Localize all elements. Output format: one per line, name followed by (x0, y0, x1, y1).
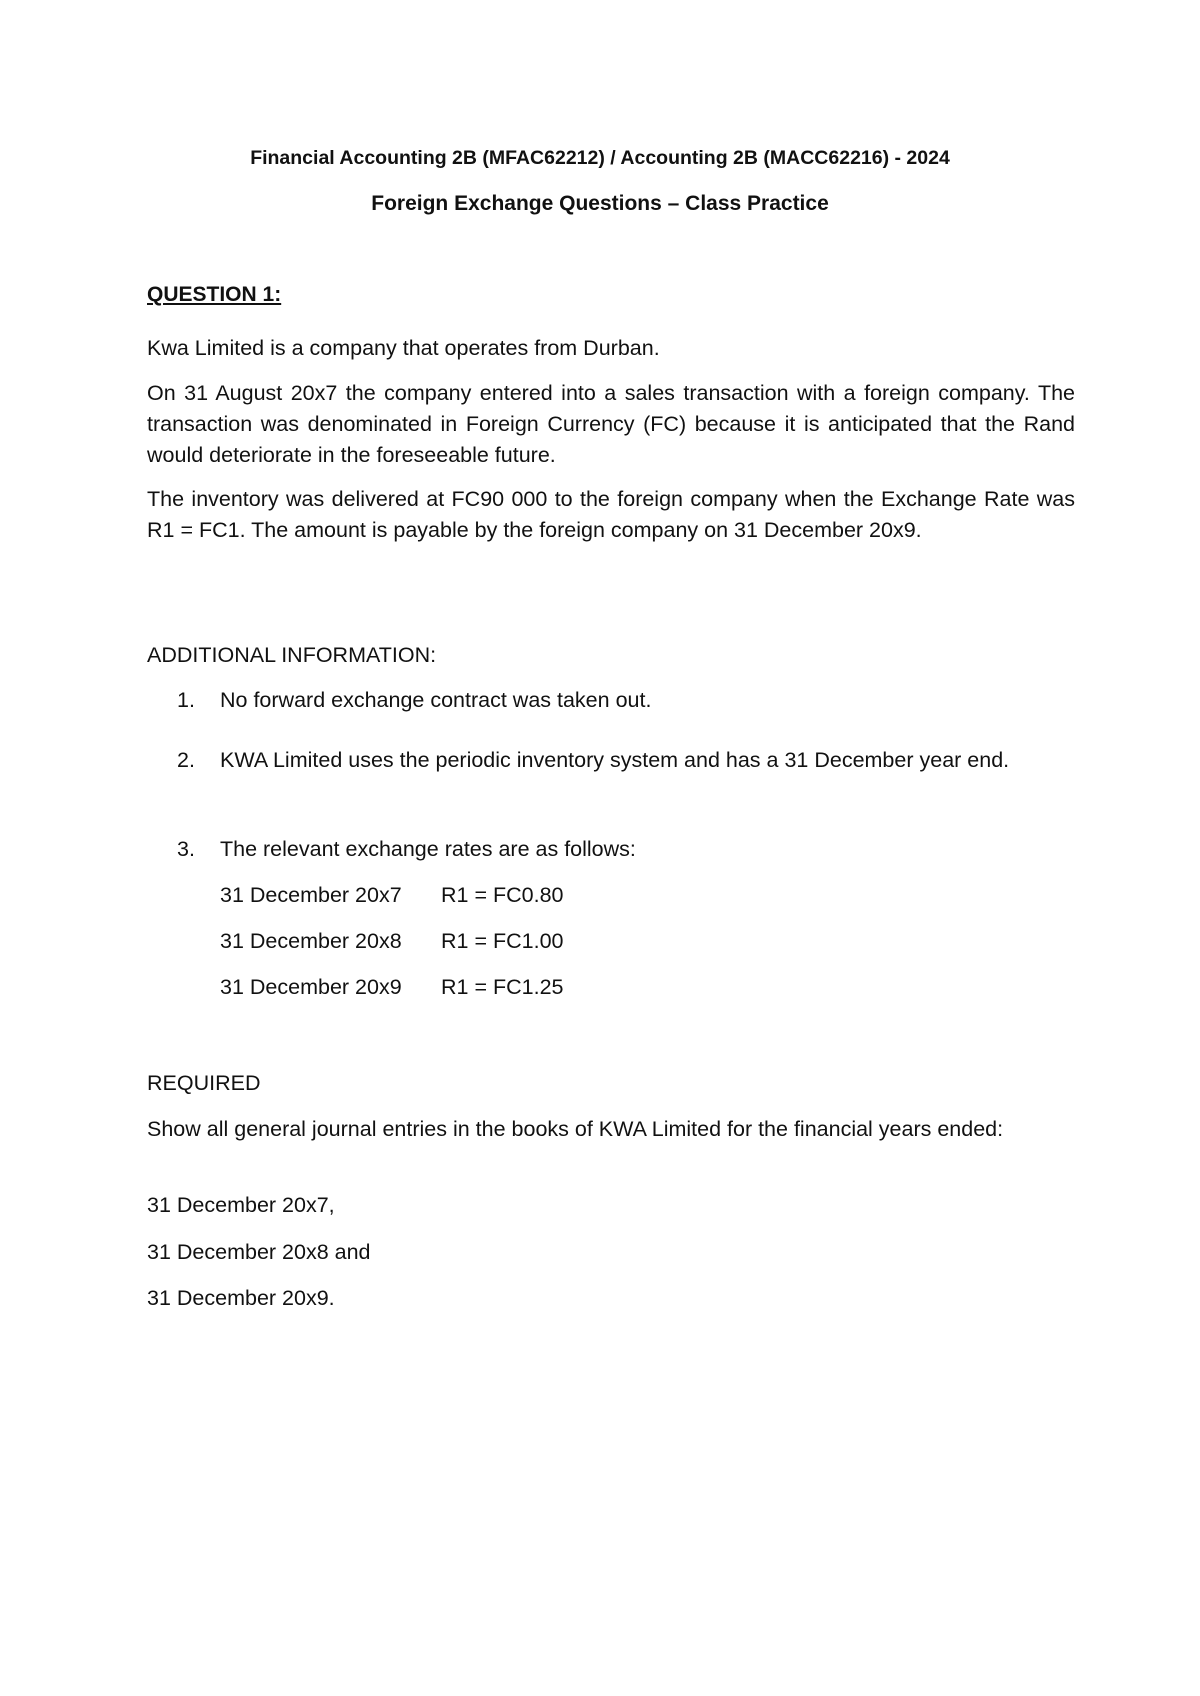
list-item-text: No forward exchange contract was taken out. (220, 688, 652, 712)
required-text: Show all general journal entries in the books of KWA Limited for the financial years ended: (147, 1117, 1004, 1141)
course-title: Financial Accounting 2B (MFAC62212) / Accounting 2B (MACC62216) - 2024 (250, 147, 950, 169)
additional-info-heading: ADDITIONAL INFORMATION: (147, 643, 437, 667)
exchange-rate-row (220, 880, 564, 911)
question-heading: QUESTION 1: (147, 283, 282, 306)
list-item (147, 685, 1075, 716)
rate-date: 31 December 20x7 (220, 883, 402, 907)
required-year: 31 December 20x7, (147, 1193, 335, 1217)
list-item-number: 2. (177, 748, 195, 772)
rate-value: R1 = FC1.00 (441, 929, 564, 953)
exchange-rate-row (220, 926, 564, 957)
rate-value: R1 = FC1.25 (441, 975, 564, 999)
required-year: 31 December 20x8 and (147, 1240, 371, 1264)
rate-date: 31 December 20x8 (220, 929, 402, 953)
question-paragraph: On 31 August 20x7 the company entered into a sales transaction with a foreign company. The transaction was denominated in Foreign Currency (FC) because it is anticipated that the Rand would deteriorate in the foreseeable future. (147, 381, 1075, 467)
list-item-number: 1. (177, 688, 195, 712)
list-item-text: The relevant exchange rates are as follows: (220, 837, 636, 861)
required-heading: REQUIRED (147, 1071, 261, 1095)
question-paragraph: Kwa Limited is a company that operates from Durban. (147, 336, 660, 360)
required-year: 31 December 20x9. (147, 1286, 335, 1310)
list-item-text: KWA Limited uses the periodic inventory system and has a 31 December year end. (220, 748, 1010, 772)
list-item-number: 3. (177, 837, 195, 861)
list-item (147, 834, 1075, 865)
rate-date: 31 December 20x9 (220, 975, 402, 999)
question-paragraph: The inventory was delivered at FC90 000 to the foreign company when the Exchange Rate was R1 = FC1. The amount is payable by the foreign company on 31 December 20x9. (147, 487, 1075, 542)
list-item (147, 745, 1075, 776)
document-title: Foreign Exchange Questions – Class Practice (371, 192, 829, 215)
exchange-rate-row (220, 972, 564, 1003)
rate-value: R1 = FC0.80 (441, 883, 564, 907)
